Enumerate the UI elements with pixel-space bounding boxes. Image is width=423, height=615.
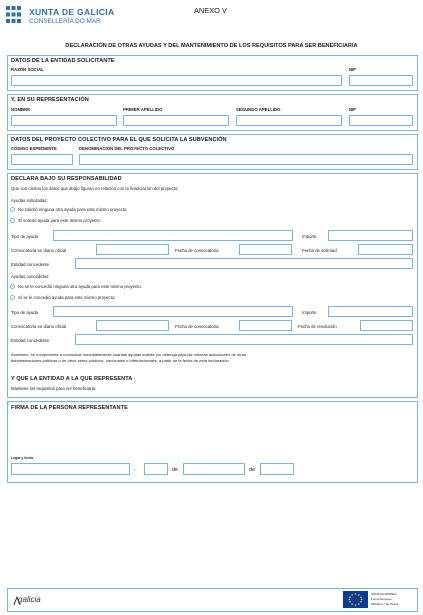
convocatoria-2-label: Convocatoria en diario oficial [11, 324, 67, 329]
tipo-ayuda-2-label: Tipo de ayuda [11, 310, 39, 315]
nombre-field[interactable] [11, 115, 117, 126]
dia-field[interactable] [144, 463, 168, 475]
segundo-apellido-label: SEGUNDO APELLIDO [236, 107, 281, 112]
section-declara-title: DECLARA BAJO SU RESPONSABILIDAD [11, 176, 122, 182]
si-solicito-radio[interactable] [10, 218, 15, 223]
razon-social-field[interactable] [11, 75, 342, 86]
fecha-solicitud-field[interactable] [358, 244, 413, 255]
convocatoria-label: Convocatoria en diario oficial [11, 248, 67, 253]
codigo-expediente-field[interactable] [11, 154, 73, 165]
section-proyecto-title: DATOS DEL PROYECTO COLECTIVO PARA EL QUE SOLICITA LA SUBVENCIÓN [11, 137, 227, 143]
si-solicito-label: Sí solicitó ayuda para este mismo proyecto: [18, 218, 102, 223]
fecha-convocatoria-2-field[interactable] [239, 320, 292, 331]
fecha-convocatoria-field[interactable] [239, 244, 292, 255]
section-entidad-title: DATOS DE LA ENTIDAD SOLICITANTE [11, 58, 115, 64]
logo-subtitle: CONSELLERÍA DO MAR [29, 18, 101, 25]
no-solicito-radio[interactable] [10, 207, 15, 212]
convocatoria-2-field[interactable] [96, 320, 169, 331]
mantiene-requisitos: Mantiene los requisitos para ser beneficiaria. [11, 386, 97, 391]
razon-social-label: RAZÓN SOCIAL [11, 67, 44, 72]
tipo-ayuda-2-field[interactable] [53, 306, 293, 317]
xunta-logo-icon [6, 6, 21, 23]
codigo-expediente-label: CÓDIGO EXPEDIENTE [11, 146, 57, 151]
no-concedio-radio[interactable] [10, 284, 15, 289]
section-firma-title: FIRMA DE LA PERSONA REPRESENTANTE [11, 405, 128, 411]
document-title: DECLARACIÓN DE OTRAS AYUDAS Y DEL MANTENIMIENTO DE LOS REQUISITOS PARA SER BENEFICIARIA [65, 43, 358, 49]
nif-label: NIF [349, 67, 356, 72]
si-concedio-radio[interactable] [10, 295, 15, 300]
fecha-solicitud-label: Fecha de solicitud [302, 248, 337, 253]
si-concedio-label: Sí se le concedió ayuda para este mismo proyecto: [18, 295, 116, 300]
denominacion-field[interactable] [79, 154, 413, 165]
nombre-label: NOMBRE [11, 107, 31, 112]
comma-separator: , [134, 466, 136, 472]
galicia-logo-text: galicia [18, 595, 41, 604]
importe-field[interactable] [328, 230, 413, 241]
declara-intro: Que son ciertos los datos que abajo figuran en relación con la financiación del proyecto: [11, 186, 179, 191]
eu-flag-icon [343, 591, 368, 608]
ayudas-solicitadas-label: Ayudas solicitadas: [11, 198, 48, 203]
eu-text-3: Marítimo y de Pesca [371, 602, 399, 606]
nif-representante-label: NIF [349, 107, 356, 112]
nif-representante-field[interactable] [349, 115, 413, 126]
y-que-title: Y QUE LA ENTIDAD A LA QUE REPRESENTA [11, 376, 133, 382]
anio-field[interactable] [260, 463, 294, 475]
importe-2-label: Importe [302, 310, 317, 315]
eu-text-1: UNIÓN EUROPEA [371, 592, 397, 596]
convocatoria-field[interactable] [96, 244, 169, 255]
annex-label: ANEXO V [194, 6, 227, 15]
mes-field[interactable] [183, 463, 245, 475]
entidad-concedente-2-field[interactable] [75, 334, 413, 345]
nif-field[interactable] [349, 75, 413, 86]
de-label-2: de [249, 467, 256, 473]
compromiso-line-2: administraciones públicas o de otros entes públicos, nacionales o internacionales, a partir de la fecha de esta declaración. [11, 358, 230, 363]
denominacion-label: DENOMINACIÓN DEL PROYECTO COLECTIVO [79, 146, 175, 151]
ayudas-concedidas-label: Ayudas concedidas: [11, 274, 50, 279]
fecha-convocatoria-label: Fecha de convocatoria [175, 248, 219, 253]
lugar-field[interactable] [11, 463, 130, 475]
no-concedio-label: No se le concedió ninguna otra ayuda para este mismo proyecto. [18, 284, 142, 289]
section-representacion-title: Y, EN SU REPRESENTACIÓN [11, 97, 89, 103]
compromiso-line-1: Asimismo, se compromete a comunicar inmediatamente cuantas ayudas solicite y/u obtenga para las mismas actuaciones de otras [11, 352, 247, 357]
tipo-ayuda-label: Tipo de ayuda [11, 234, 39, 239]
entidad-concedente-2-label: Entidad concedente [11, 338, 49, 343]
fecha-resolucion-field[interactable] [360, 320, 413, 331]
entidad-concedente-field[interactable] [75, 258, 413, 269]
importe-label: Importe [302, 234, 317, 239]
logo-title: XUNTA DE GALICIA [29, 7, 115, 17]
fecha-resolucion-label: Fecha de resolución [298, 324, 337, 329]
fecha-convocatoria-2-label: Fecha de convocatoria [175, 324, 219, 329]
importe-2-field[interactable] [328, 306, 413, 317]
tipo-ayuda-field[interactable] [53, 230, 293, 241]
lugar-fecha-label: Lugar y fecha [11, 456, 34, 460]
segundo-apellido-field[interactable] [236, 115, 342, 126]
eu-text-2: Fondo Europeo [371, 597, 392, 601]
no-solicito-label: No solicitó ninguna otra ayuda para este mismo proyecto. [18, 207, 128, 212]
primer-apellido-field[interactable] [123, 115, 229, 126]
entidad-concedente-label: Entidad concedente [11, 262, 49, 267]
de-label-1: de [172, 467, 179, 473]
primer-apellido-label: PRIMER APELLIDO [123, 107, 163, 112]
